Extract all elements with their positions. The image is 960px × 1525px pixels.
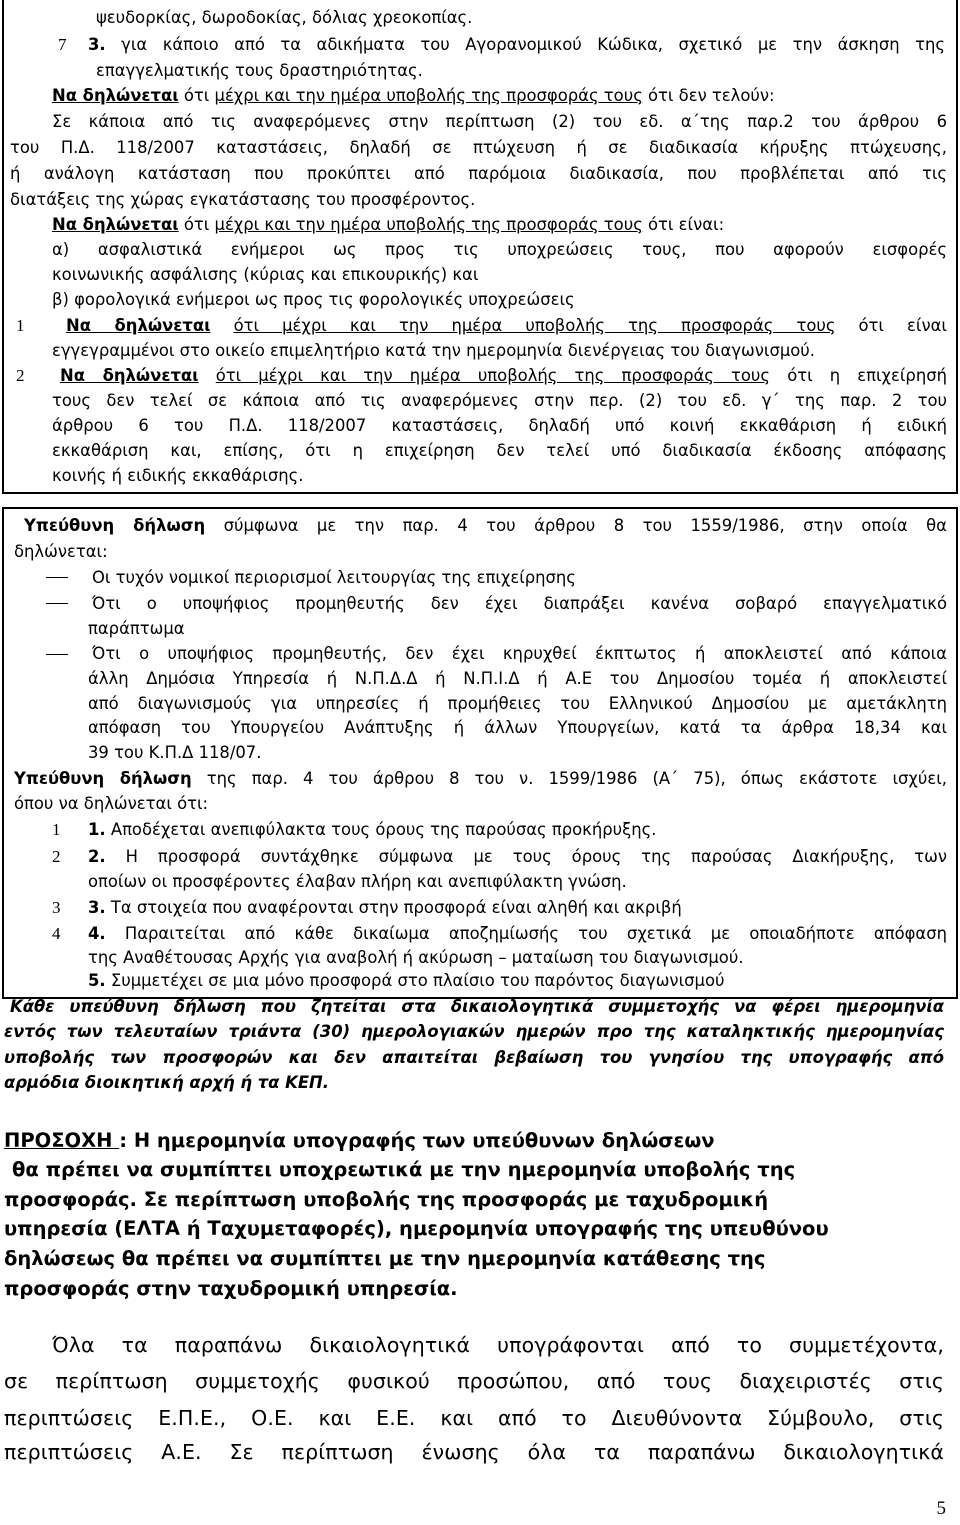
attention-line <box>4 1126 715 1155</box>
text-line <box>88 969 724 993</box>
item-number: 3. <box>88 35 106 54</box>
closing-line: Όλα τα παραπάνω δικαιολογητικά υπογράφονται από το συμμετέχοντα, <box>52 1333 944 1357</box>
underlined-text: ότι μέχρι και την ημέρα υποβολής της προσφοράς τους <box>233 316 836 335</box>
text-line: του Π.Δ. 118/2007 καταστάσεις, δηλαδή σε πτώχευση ή σε διαδικασία κήρυξης πτώχευσης, <box>10 138 947 157</box>
page-number: 5 <box>936 1498 946 1519</box>
text-line: δηλώνεται: <box>14 542 108 561</box>
text-line: 39 του Κ.Π.Δ 118/07. <box>88 743 262 762</box>
note-line: Κάθε υπεύθυνη δήλωση που ζητείται στα δικαιολογητικά συμμετοχής να φέρει ημερομηνία <box>10 997 944 1016</box>
text-line: α) ασφαλιστικά ενήμεροι ως προς τις υποχρεώσεις τους, που αφορούν εισφορές <box>52 240 947 259</box>
text-line: β) φορολογικά ενήμεροι ως προς τις φορολογικές υποχρεώσεις <box>52 290 575 309</box>
text-line: κοινής ή ειδικής εκκαθάρισης. <box>52 466 304 485</box>
attention-line: υπηρεσία (ΕΛΤΑ ή Ταχυμεταφορές), ημερομηνία υπογραφής της υπευθύνου <box>4 1217 829 1240</box>
text-line: Σε κάποια από τις αναφερόμενες στην περίπτωση (2) του εδ. α΄της παρ.2 του άρθρου 6 <box>52 112 947 131</box>
attention-line: προσφοράς στην ταχυδρομική υπηρεσία. <box>4 1277 458 1300</box>
underlined-text: ότι μέχρι και την ημέρα υποβολής της προσφοράς τους <box>215 366 771 385</box>
item-number: 4. <box>88 924 106 943</box>
item-text: Αποδέχεται ανεπιφύλακτα τους όρους της παρούσας προκήρυξης. <box>105 820 657 839</box>
line-number: 2 <box>16 366 25 385</box>
item-number: 1. <box>88 820 106 839</box>
declare-label: Να δηλώνεται <box>66 316 211 335</box>
note-line: υποβολής των προσφορών και δεν απαιτείται βεβαίωση του γνησίου της υπογραφής από <box>4 1048 944 1067</box>
attention-line: προσφοράς. Σε περίπτωση υποβολής της προσφοράς με ταχυδρομική <box>4 1188 769 1211</box>
text-line: της Αναθέτουσας Αρχής για αναβολή ή ακύρωση – ματαίωση του διαγωνισμού. <box>88 948 744 967</box>
text-line <box>88 818 656 842</box>
declare-label: Να δηλώνεται <box>52 215 179 234</box>
text-span: σύμφωνα με την παρ. 4 του άρθρου 8 του 1559/1986, στην οποία θα <box>205 516 947 535</box>
text-line: ψευδορκίας, δωροδοκίας, δόλιας χρεοκοπίας. <box>96 8 473 27</box>
attention-label: ΠΡΟΣΟΧΗ <box>4 1129 120 1152</box>
text-line: εκκαθάριση και, επίσης, ότι η επιχείρηση δεν τελεί υπό διαδικασία έκδοσης απόφασης <box>52 441 947 460</box>
underlined-text: μέχρι και την ημέρα υποβολής της προσφοράς τους <box>214 215 643 234</box>
text-line <box>88 922 947 946</box>
closing-line: περιπτώσεις Ε.Π.Ε., Ο.Ε. και Ε.Ε. και από το Διευθύνοντα Σύμβουλο, στις <box>4 1406 944 1430</box>
note-line: εντός των τελευταίων τριάντα (30) ημερολογιακών ημερών προ της καταληκτικής ημερομηνίας <box>4 1022 944 1041</box>
text-line: άρθρου 6 του Π.Δ. 118/2007 καταστάσεις, δηλαδή υπό κοινή εκκαθάριση ή ειδική <box>52 416 947 435</box>
dash-bullet <box>46 577 68 578</box>
text-span: ότι είναι: <box>642 215 725 234</box>
dash-bullet <box>46 654 68 655</box>
line-number: 7 <box>58 35 67 54</box>
text-line: άλλη Δημόσια Υπηρεσία ή Ν.Π.Δ.Δ ή Ν.Π.Ι.Δ ή Α.Ε του Δημοσίου τομέα ή αποκλειστεί <box>88 669 947 688</box>
text-line <box>88 845 947 869</box>
declare-label: Να δηλώνεται <box>60 366 199 385</box>
item-number: 2. <box>88 847 106 866</box>
dash-bullet <box>46 603 68 604</box>
text-span: ότι <box>178 215 215 234</box>
text-span: ότι <box>178 86 215 105</box>
line-number: 4 <box>52 924 61 943</box>
text-line <box>88 896 682 920</box>
text-line: από διαγωνισμούς για υπηρεσίες ή προμήθειες του Ελληνικού Δημοσίου με αμετάκλητη <box>88 694 947 713</box>
text-line <box>14 767 947 791</box>
declare-label: Να δηλώνεται <box>52 86 179 105</box>
text-span: : Η ημερομηνία υπογραφής των υπεύθυνων δηλώσεων <box>119 1129 715 1152</box>
text-line: επαγγελματικής τους δραστηριότητας. <box>96 61 423 80</box>
declaration-label: Υπεύθυνη δήλωση <box>14 769 192 788</box>
text-span: της παρ. 4 του άρθρου 8 του ν. 1599/1986 (Α΄ 75), όπως εκάστοτε ισχύει, <box>191 769 947 788</box>
note-line: αρμόδια διοικητική αρχή ή τα ΚΕΠ. <box>4 1073 329 1092</box>
item-text: Συμμετέχει σε μια μόνο προσφορά στο πλαίσιο του παρόντος διαγωνισμού <box>105 971 725 990</box>
text-line: οποίων οι προσφέροντες έλαβαν πλήρη και ανεπιφύλακτη γνώση. <box>88 872 627 891</box>
item-text: Τα στοιχεία που αναφέρονται στην προσφορά είναι αληθή και ακριβή <box>105 898 682 917</box>
text-line: απόφαση του Υπουργείου Ανάπτυξης ή άλλων Υπουργείων, κατά τα άρθρα 18,34 και <box>88 718 947 737</box>
text-line <box>66 314 947 338</box>
underlined-text: μέχρι και την ημέρα υποβολής της προσφοράς τους <box>214 86 643 105</box>
text-line <box>60 364 947 388</box>
text-line <box>24 514 947 538</box>
text-line <box>52 84 775 108</box>
line-number: 1 <box>16 316 25 335</box>
text-line: κοινωνικής ασφάλισης (κύριας και επικουρικής) και <box>52 265 479 284</box>
item-text: Παραιτείται από κάθε δικαίωμα αποζημίωσής του σχετικά με οποιαδήποτε απόφαση <box>105 924 947 943</box>
text-span: ότι δεν τελούν: <box>642 86 775 105</box>
text-line <box>88 33 945 57</box>
text-line: Ότι ο υποψήφιος προμηθευτής, δεν έχει κηρυχθεί έκπτωτος ή αποκλειστεί από κάποια <box>92 644 947 663</box>
text-line: Ότι ο υποψήφιος προμηθευτής δεν έχει διαπράξει κανένα σοβαρό επαγγελματικό <box>92 594 947 613</box>
closing-line: σε περίπτωση συμμετοχής φυσικού προσώπου, από τους διαχειριστές στις <box>4 1369 944 1393</box>
line-number: 1 <box>52 820 61 839</box>
attention-line: θα πρέπει να συμπίπτει υποχρεωτικά με την ημερομηνία υποβολής της <box>12 1158 796 1181</box>
text-line: εγγεγραμμένοι στο οικείο επιμελητήριο κατά την ημερομηνία διενέργειας του διαγωνισμού. <box>52 341 815 360</box>
item-number: 3. <box>88 898 106 917</box>
item-text: για κάποιο από τα αδικήματα του Αγορανομικού Κώδικα, σχετικό με την άσκηση της <box>121 35 945 54</box>
text-span: ότι είναι <box>858 316 947 335</box>
line-number: 3 <box>52 898 61 917</box>
line-number: 2 <box>52 847 61 866</box>
text-span: ότι η επιχείρησή <box>787 366 948 385</box>
text-line: τους δεν τελεί σε κάποια από τις αναφερόμενες στην περ. (2) του εδ. γ΄ της παρ. 2 του <box>52 391 947 410</box>
text-line: διατάξεις της χώρας εγκατάστασης του προσφέροντος. <box>10 190 476 209</box>
attention-line: δηλώσεως θα πρέπει να συμπίπτει με την ημερομηνία κατάθεσης της <box>4 1247 766 1270</box>
text-line <box>52 213 724 237</box>
text-line: παράπτωμα <box>88 619 185 638</box>
item-number: 5. <box>88 971 106 990</box>
text-line: όπου να δηλώνεται ότι: <box>14 794 209 813</box>
declaration-label: Υπεύθυνη δήλωση <box>24 516 206 535</box>
text-line: Οι τυχόν νομικοί περιορισμοί λειτουργίας της επιχείρησης <box>92 568 576 587</box>
closing-line: περιπτώσεις Α.Ε. Σε περίπτωση ένωσης όλα τα παραπάνω δικαιολογητικά <box>4 1440 944 1464</box>
item-text: Η προσφορά συντάχθηκε σύμφωνα με τους όρους της παρούσας Διακήρυξης, των <box>105 847 947 866</box>
text-line: ή ανάλογη κατάσταση που προκύπτει από παρόμοια διαδικασία, που προβλέπεται από τις <box>10 164 947 183</box>
